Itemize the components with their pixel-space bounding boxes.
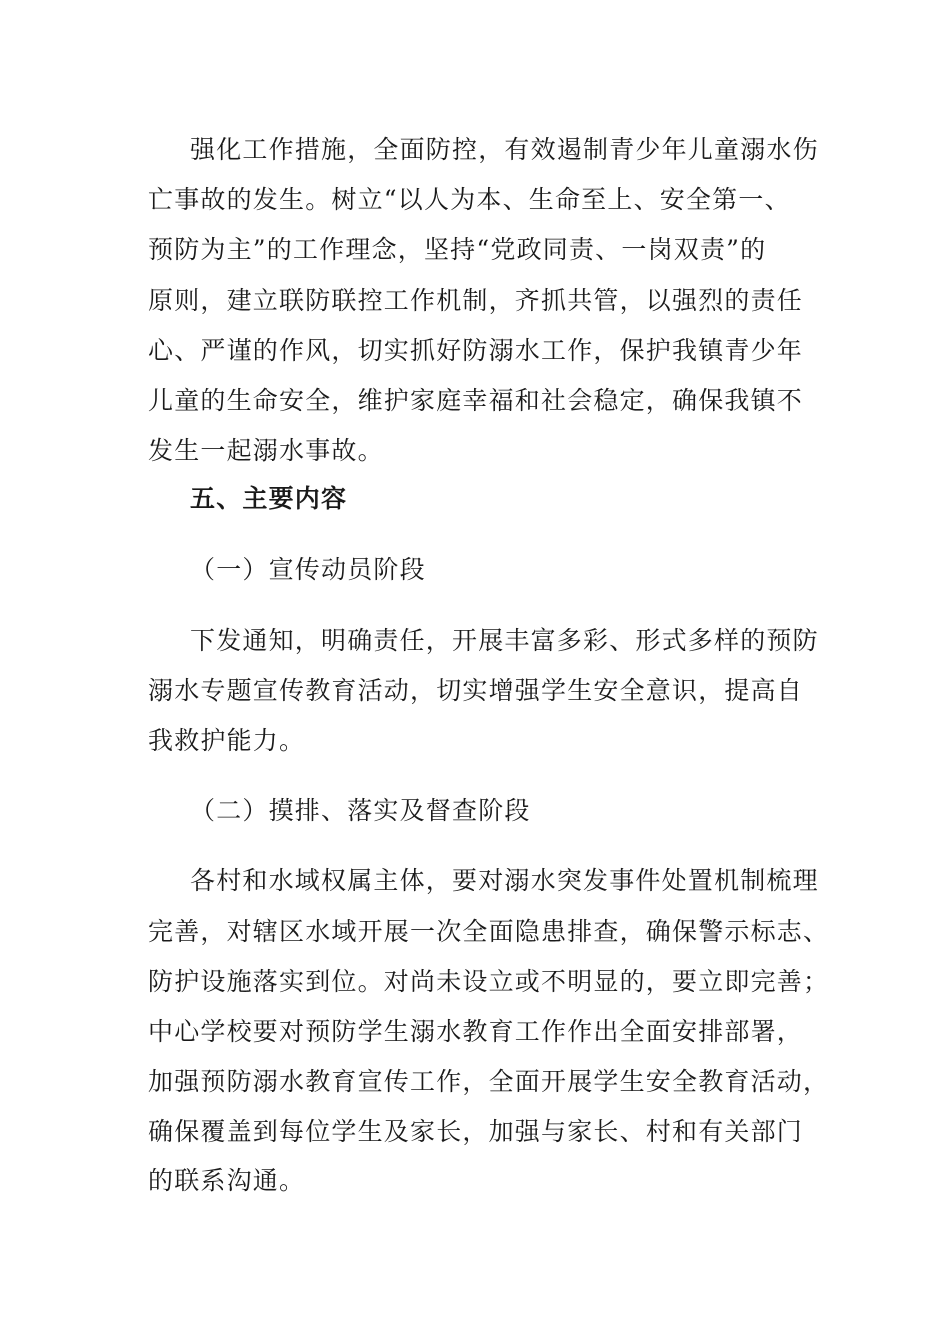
paragraph-line: 下发通知，明确责任，开展丰富多彩、形式多样的预防	[190, 626, 819, 655]
paragraph-line: 预防为主”的工作理念，坚持“党政同责、一岗双责”的	[148, 235, 767, 264]
paragraph-line: 中心学校要对预防学生溺水教育工作作出全面安排部署，	[148, 1017, 804, 1046]
paragraph-line: 心、严谨的作风，切实抓好防溺水工作，保护我镇青少年	[148, 336, 804, 365]
paragraph-line: 的联系沟通。	[148, 1166, 306, 1195]
paragraph-line: 加强预防溺水教育宣传工作，全面开展学生安全教育活动，	[148, 1067, 830, 1096]
subsection-title: （一）宣传动员阶段	[190, 555, 426, 584]
paragraph-line: 各村和水域权属主体，要对溺水突发事件处置机制梳理	[190, 866, 819, 895]
paragraph-line: 确保覆盖到每位学生及家长，加强与家长、村和有关部门	[148, 1117, 804, 1146]
paragraph-line: 我救护能力。	[148, 726, 306, 755]
paragraph-line: 强化工作措施，全面防控，有效遏制青少年儿童溺水伤	[190, 135, 819, 164]
paragraph-line: 防护设施落实到位。对尚未设立或不明显的，要立即完善；	[148, 967, 830, 996]
subsection-title: （二）摸排、落实及督查阶段	[190, 796, 531, 825]
paragraph-line: 完善，对辖区水域开展一次全面隐患排查，确保警示标志、	[148, 917, 830, 946]
paragraph-line: 亡事故的发生。树立“以人为本、生命至上、安全第一、	[148, 185, 791, 214]
paragraph-line: 发生一起溺水事故。	[148, 436, 384, 465]
paragraph-line: 儿童的生命安全，维护家庭幸福和社会稳定，确保我镇不	[148, 386, 804, 415]
paragraph-line: 原则，建立联防联控工作机制，齐抓共管，以强烈的责任	[148, 286, 804, 315]
section-heading: 五、主要内容	[190, 484, 348, 513]
paragraph-line: 溺水专题宣传教育活动，切实增强学生安全意识，提高自	[148, 676, 804, 705]
